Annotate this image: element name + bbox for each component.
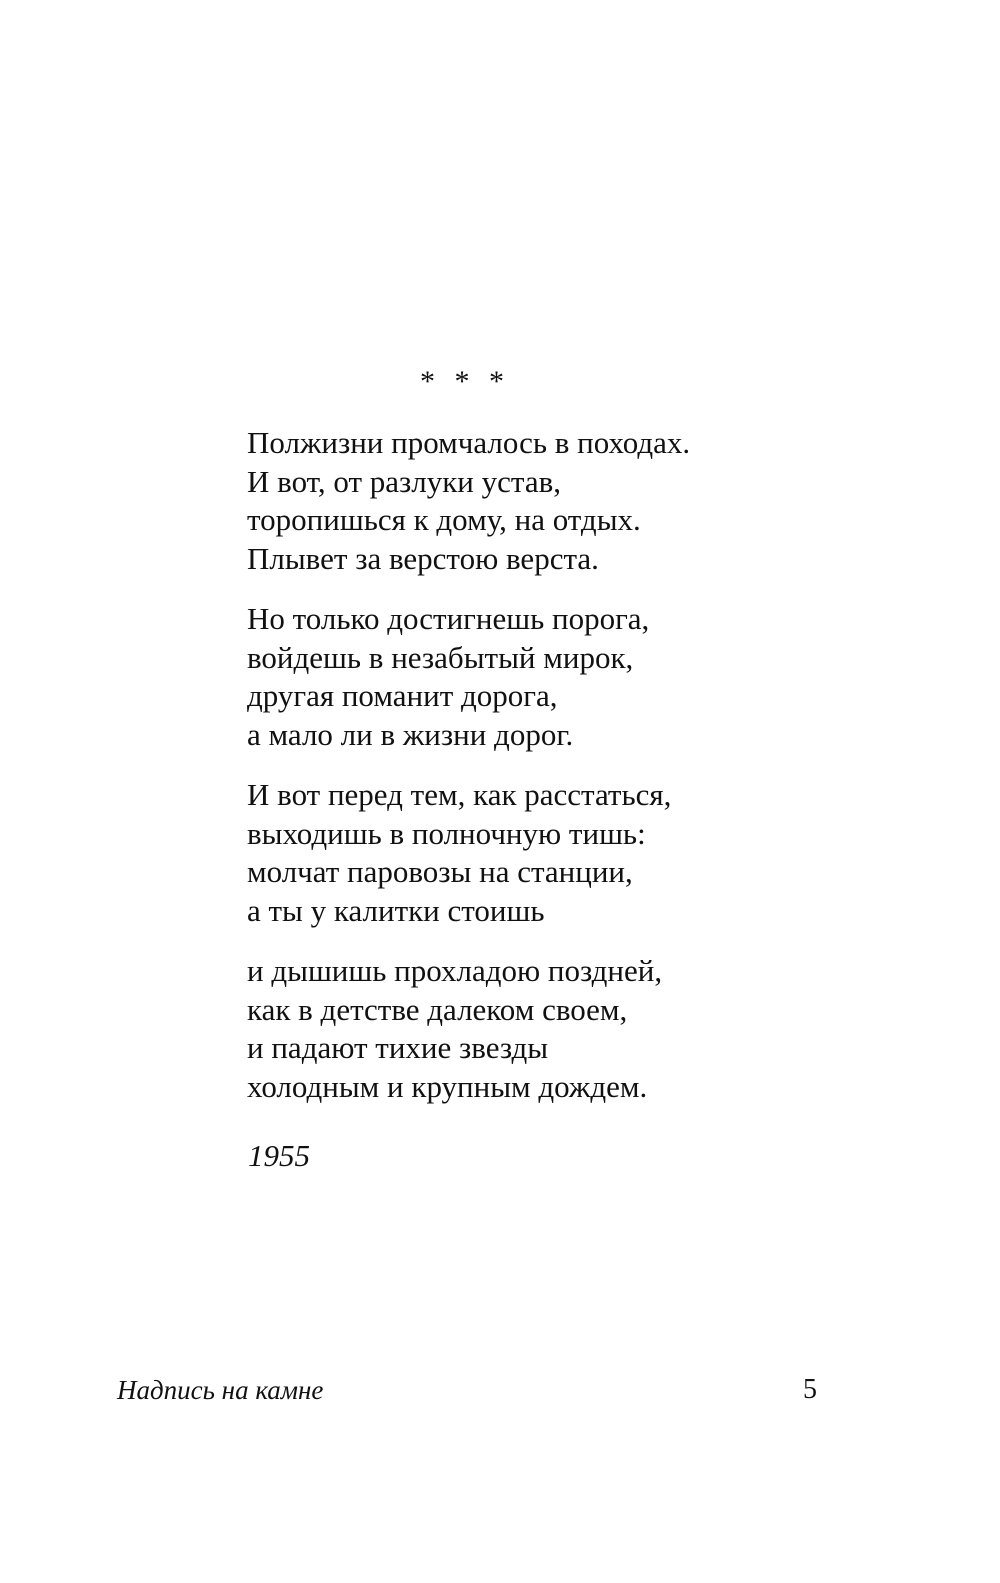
page-number: 5 bbox=[803, 1374, 817, 1405]
poem-line: Плывет за верстою верста. bbox=[247, 540, 599, 576]
poem-line: выходишь в полночную тишь: bbox=[247, 815, 646, 851]
stanza-1 bbox=[247, 424, 847, 578]
stanza-separator: * * * bbox=[420, 365, 504, 398]
poem-line: и падают тихие звезды bbox=[247, 1030, 549, 1065]
poem-line: и дышишь прохладою поздней, bbox=[247, 953, 663, 988]
poem-line: торопишься к дому, на отдых. bbox=[247, 502, 641, 537]
poem-line: войдешь в незабытый мирок, bbox=[247, 639, 634, 675]
poem-line: а мало ли в жизни дорог. bbox=[247, 716, 574, 752]
running-footer-title: Надпись на камне bbox=[117, 1375, 324, 1405]
poem-line: другая поманит дорога, bbox=[247, 678, 558, 713]
poem-line: а ты у калитки стоишь bbox=[247, 892, 545, 928]
poem-line: как в детстве далеком своем, bbox=[247, 991, 628, 1027]
stanza-2 bbox=[247, 600, 847, 754]
poem-line: холодным и крупным дождем. bbox=[247, 1068, 648, 1104]
poem-line: И вот перед тем, как расстаться, bbox=[247, 777, 672, 812]
poem-line: Полжизни промчалось в походах. bbox=[247, 425, 691, 460]
stanza-3 bbox=[247, 776, 847, 930]
poem-line: И вот, от разлуки устав, bbox=[247, 463, 561, 499]
poem-line: Но только достигнешь порога, bbox=[247, 601, 650, 636]
poem-year: 1955 bbox=[248, 1138, 310, 1173]
poem bbox=[247, 424, 847, 1128]
stanza-4 bbox=[247, 952, 847, 1106]
poem-line: молчат паровозы на станции, bbox=[247, 854, 633, 889]
